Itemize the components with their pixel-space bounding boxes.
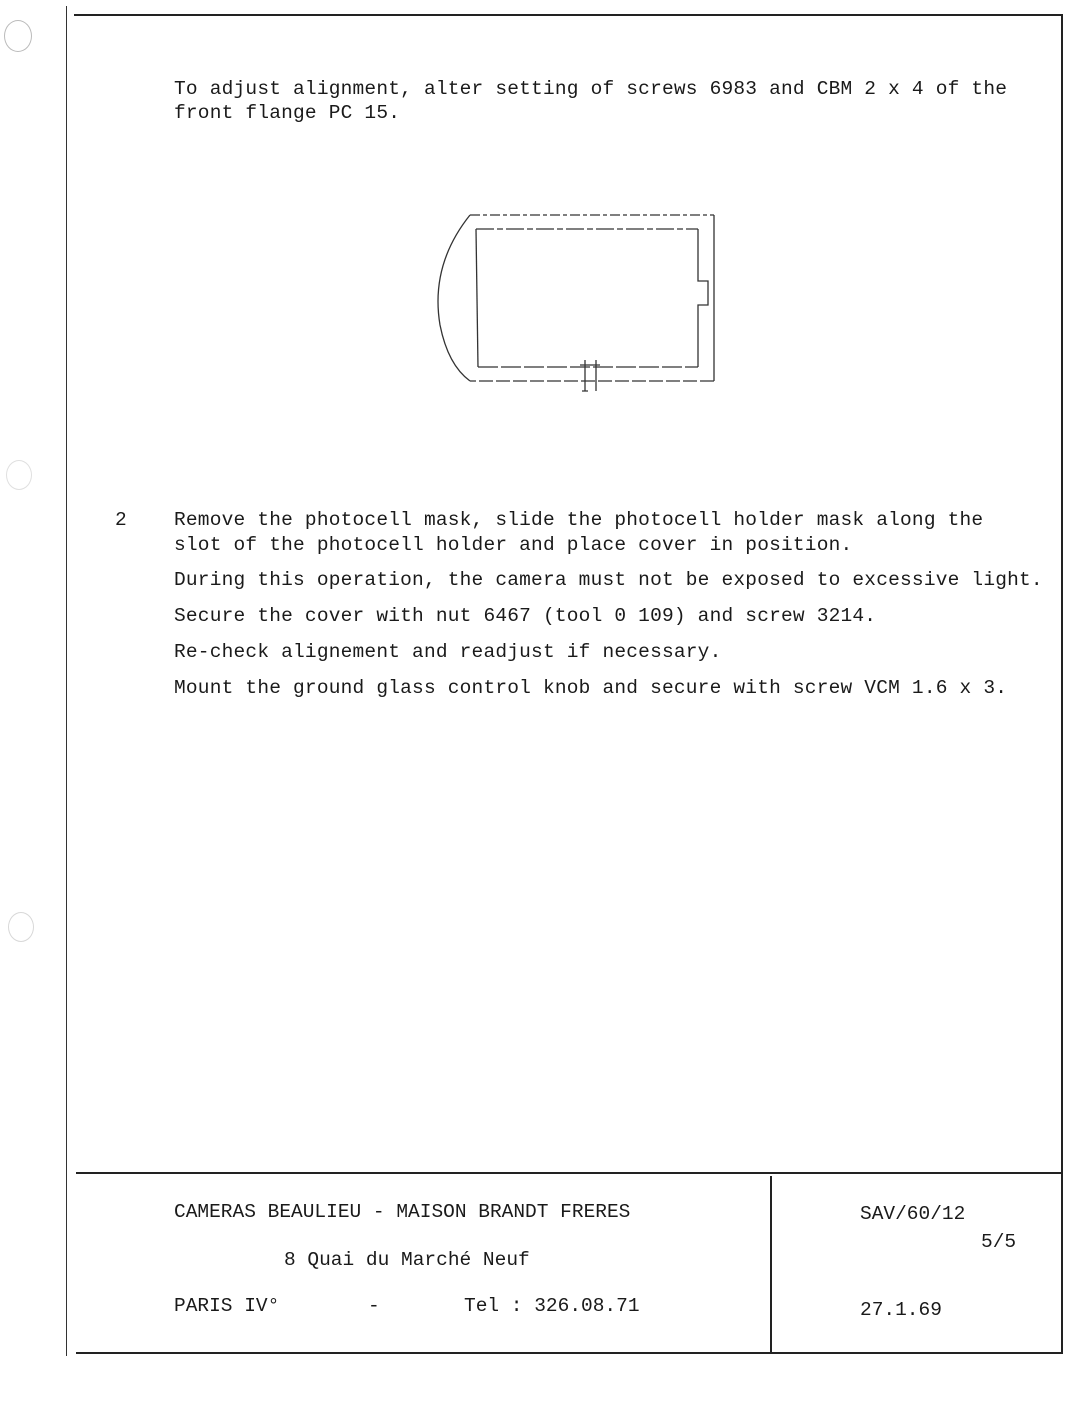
step2-line-4: Secure the cover with nut 6467 (tool 0 109) and screw 3214. <box>174 605 877 627</box>
footer-dash: - <box>368 1295 380 1317</box>
page-frame-left <box>66 6 67 1356</box>
punch-hole-lower <box>8 912 34 942</box>
step2-line-2: slot of the photocell holder and place cover in position. <box>174 534 853 556</box>
footer-city: PARIS IV° <box>174 1295 280 1317</box>
footer-divider <box>770 1176 772 1354</box>
punch-hole-middle <box>6 460 32 490</box>
step2-line-5: Re-check alignement and readjust if necessary. <box>174 641 722 663</box>
footer-phone: Tel : 326.08.71 <box>464 1295 640 1317</box>
intro-line-1: To adjust alignment, alter setting of screws 6983 and CBM 2 x 4 of the <box>174 78 1008 100</box>
flange-diagram <box>430 205 730 405</box>
diagram-inner-left <box>476 229 478 367</box>
diagram-tab <box>580 360 600 391</box>
step2-line-6: Mount the ground glass control knob and secure with screw VCM 1.6 x 3. <box>174 677 1008 699</box>
footer-reference: SAV/60/12 <box>860 1203 966 1225</box>
diagram-rounded-edge <box>438 215 470 381</box>
intro-line-2: front flange PC 15. <box>174 102 401 124</box>
footer-address: 8 Quai du Marché Neuf <box>284 1249 530 1271</box>
footer-company: CAMERAS BEAULIEU - MAISON BRANDT FRERES <box>174 1201 631 1223</box>
step-number: 2 <box>115 509 127 531</box>
step2-line-3: During this operation, the camera must not be exposed to excessive light. <box>174 569 1043 591</box>
page-frame-top <box>74 14 1062 16</box>
footer-date: 27.1.69 <box>860 1299 942 1321</box>
page-frame-right <box>1061 14 1063 1354</box>
footer-page-number: 5/5 <box>981 1231 1017 1253</box>
punch-hole-top <box>4 20 32 52</box>
step2-line-1: Remove the photocell mask, slide the photocell holder mask along the <box>174 509 984 531</box>
diagram-inner-right <box>698 229 708 367</box>
